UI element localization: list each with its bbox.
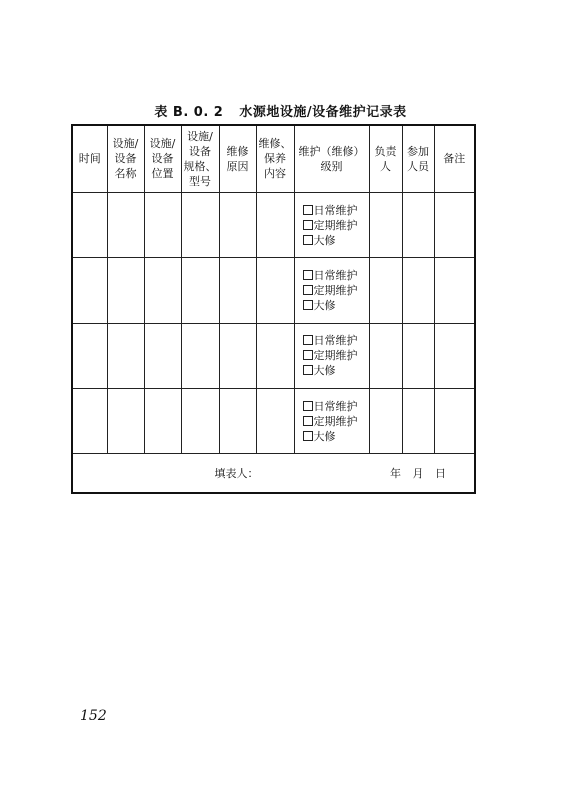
page-number: 152 [80, 708, 107, 724]
checkbox[interactable] [303, 335, 313, 345]
entry-cell[interactable] [402, 258, 434, 323]
entry-cell[interactable] [369, 258, 402, 323]
level-option[interactable] [303, 298, 369, 313]
checkbox[interactable] [303, 416, 313, 426]
checkbox[interactable] [303, 220, 313, 230]
header-maintenance-content: 维修、 保养 内容 [256, 125, 294, 192]
checkbox[interactable] [303, 300, 313, 310]
header-time: 时间 [72, 125, 107, 192]
entry-cell[interactable] [219, 388, 256, 453]
entry-cell[interactable] [181, 192, 219, 257]
entry-cell[interactable] [181, 323, 219, 388]
header-row [72, 125, 475, 192]
checkbox[interactable] [303, 270, 313, 280]
table-row [72, 388, 475, 453]
entry-cell[interactable] [256, 192, 294, 257]
level-option[interactable] [303, 429, 369, 444]
entry-cell[interactable] [219, 323, 256, 388]
checkbox[interactable] [303, 205, 313, 215]
level-option[interactable] [303, 333, 369, 348]
option-label: 定期维护 [313, 349, 358, 363]
level-option[interactable] [303, 283, 369, 298]
level-option[interactable] [303, 363, 369, 378]
entry-cell[interactable] [402, 192, 434, 257]
entry-cell[interactable] [144, 323, 181, 388]
footer-cell [72, 454, 475, 493]
table-title [0, 101, 561, 120]
entry-cell[interactable] [369, 388, 402, 453]
entry-cell[interactable] [107, 323, 144, 388]
entry-cell[interactable] [144, 258, 181, 323]
option-label: 日常维护 [313, 203, 358, 217]
entry-cell[interactable] [219, 192, 256, 257]
level-option[interactable] [303, 414, 369, 429]
entry-cell[interactable] [72, 323, 107, 388]
entry-cell[interactable] [72, 258, 107, 323]
entry-cell[interactable] [107, 388, 144, 453]
option-label: 日常维护 [313, 399, 358, 413]
footer-row [72, 454, 475, 493]
maintenance-record-table [71, 124, 476, 494]
option-label: 大修 [313, 429, 336, 443]
entry-cell[interactable] [434, 388, 475, 453]
option-label: 定期维护 [313, 414, 358, 428]
option-label: 日常维护 [313, 334, 358, 348]
entry-cell[interactable] [434, 323, 475, 388]
table-title-text: 水源地设施/设备维护记录表 [239, 105, 407, 120]
option-label: 大修 [313, 233, 336, 247]
header-participants: 参加 人员 [402, 125, 434, 192]
level-option[interactable] [303, 348, 369, 363]
entry-cell[interactable] [107, 192, 144, 257]
level-options-cell [294, 323, 369, 388]
header-facility-spec: 设施/ 设备 规格、 型号 [181, 125, 219, 192]
header-repair-reason: 维修 原因 [219, 125, 256, 192]
header-facility-name: 设施/ 设备 名称 [107, 125, 144, 192]
level-options-cell [294, 258, 369, 323]
option-label: 大修 [313, 298, 336, 312]
entry-cell[interactable] [219, 258, 256, 323]
entry-cell[interactable] [256, 323, 294, 388]
level-option[interactable] [303, 203, 369, 218]
entry-cell[interactable] [256, 388, 294, 453]
checkbox[interactable] [303, 350, 313, 360]
level-option[interactable] [303, 268, 369, 283]
header-maintenance-level: 维护（维修） 级别 [294, 125, 369, 192]
entry-cell[interactable] [144, 388, 181, 453]
entry-cell[interactable] [144, 192, 181, 257]
date-label: 年 月 日 [390, 466, 446, 480]
checkbox[interactable] [303, 285, 313, 295]
checkbox[interactable] [303, 365, 313, 375]
entry-cell[interactable] [434, 258, 475, 323]
checkbox[interactable] [303, 401, 313, 411]
filler-label: 填表人： [214, 466, 259, 480]
entry-cell[interactable] [181, 388, 219, 453]
option-label: 定期维护 [313, 283, 358, 297]
table-row [72, 323, 475, 388]
entry-cell[interactable] [369, 323, 402, 388]
entry-cell[interactable] [107, 258, 144, 323]
table-number: 表 B. 0. 2 [154, 105, 224, 120]
option-label: 定期维护 [313, 218, 358, 232]
entry-cell[interactable] [402, 388, 434, 453]
checkbox[interactable] [303, 235, 313, 245]
entry-cell[interactable] [256, 258, 294, 323]
entry-cell[interactable] [181, 258, 219, 323]
entry-cell[interactable] [369, 192, 402, 257]
header-remarks: 备注 [434, 125, 475, 192]
option-label: 大修 [313, 364, 336, 378]
table-row [72, 258, 475, 323]
level-option[interactable] [303, 399, 369, 414]
table-row [72, 192, 475, 257]
option-label: 日常维护 [313, 268, 358, 282]
header-facility-location: 设施/ 设备 位置 [144, 125, 181, 192]
entry-cell[interactable] [72, 388, 107, 453]
entry-cell[interactable] [434, 192, 475, 257]
level-option[interactable] [303, 218, 369, 233]
level-options-cell [294, 192, 369, 257]
entry-cell[interactable] [402, 323, 434, 388]
checkbox[interactable] [303, 431, 313, 441]
entry-cell[interactable] [72, 192, 107, 257]
level-options-cell [294, 388, 369, 453]
level-option[interactable] [303, 233, 369, 248]
header-responsible: 负责 人 [369, 125, 402, 192]
